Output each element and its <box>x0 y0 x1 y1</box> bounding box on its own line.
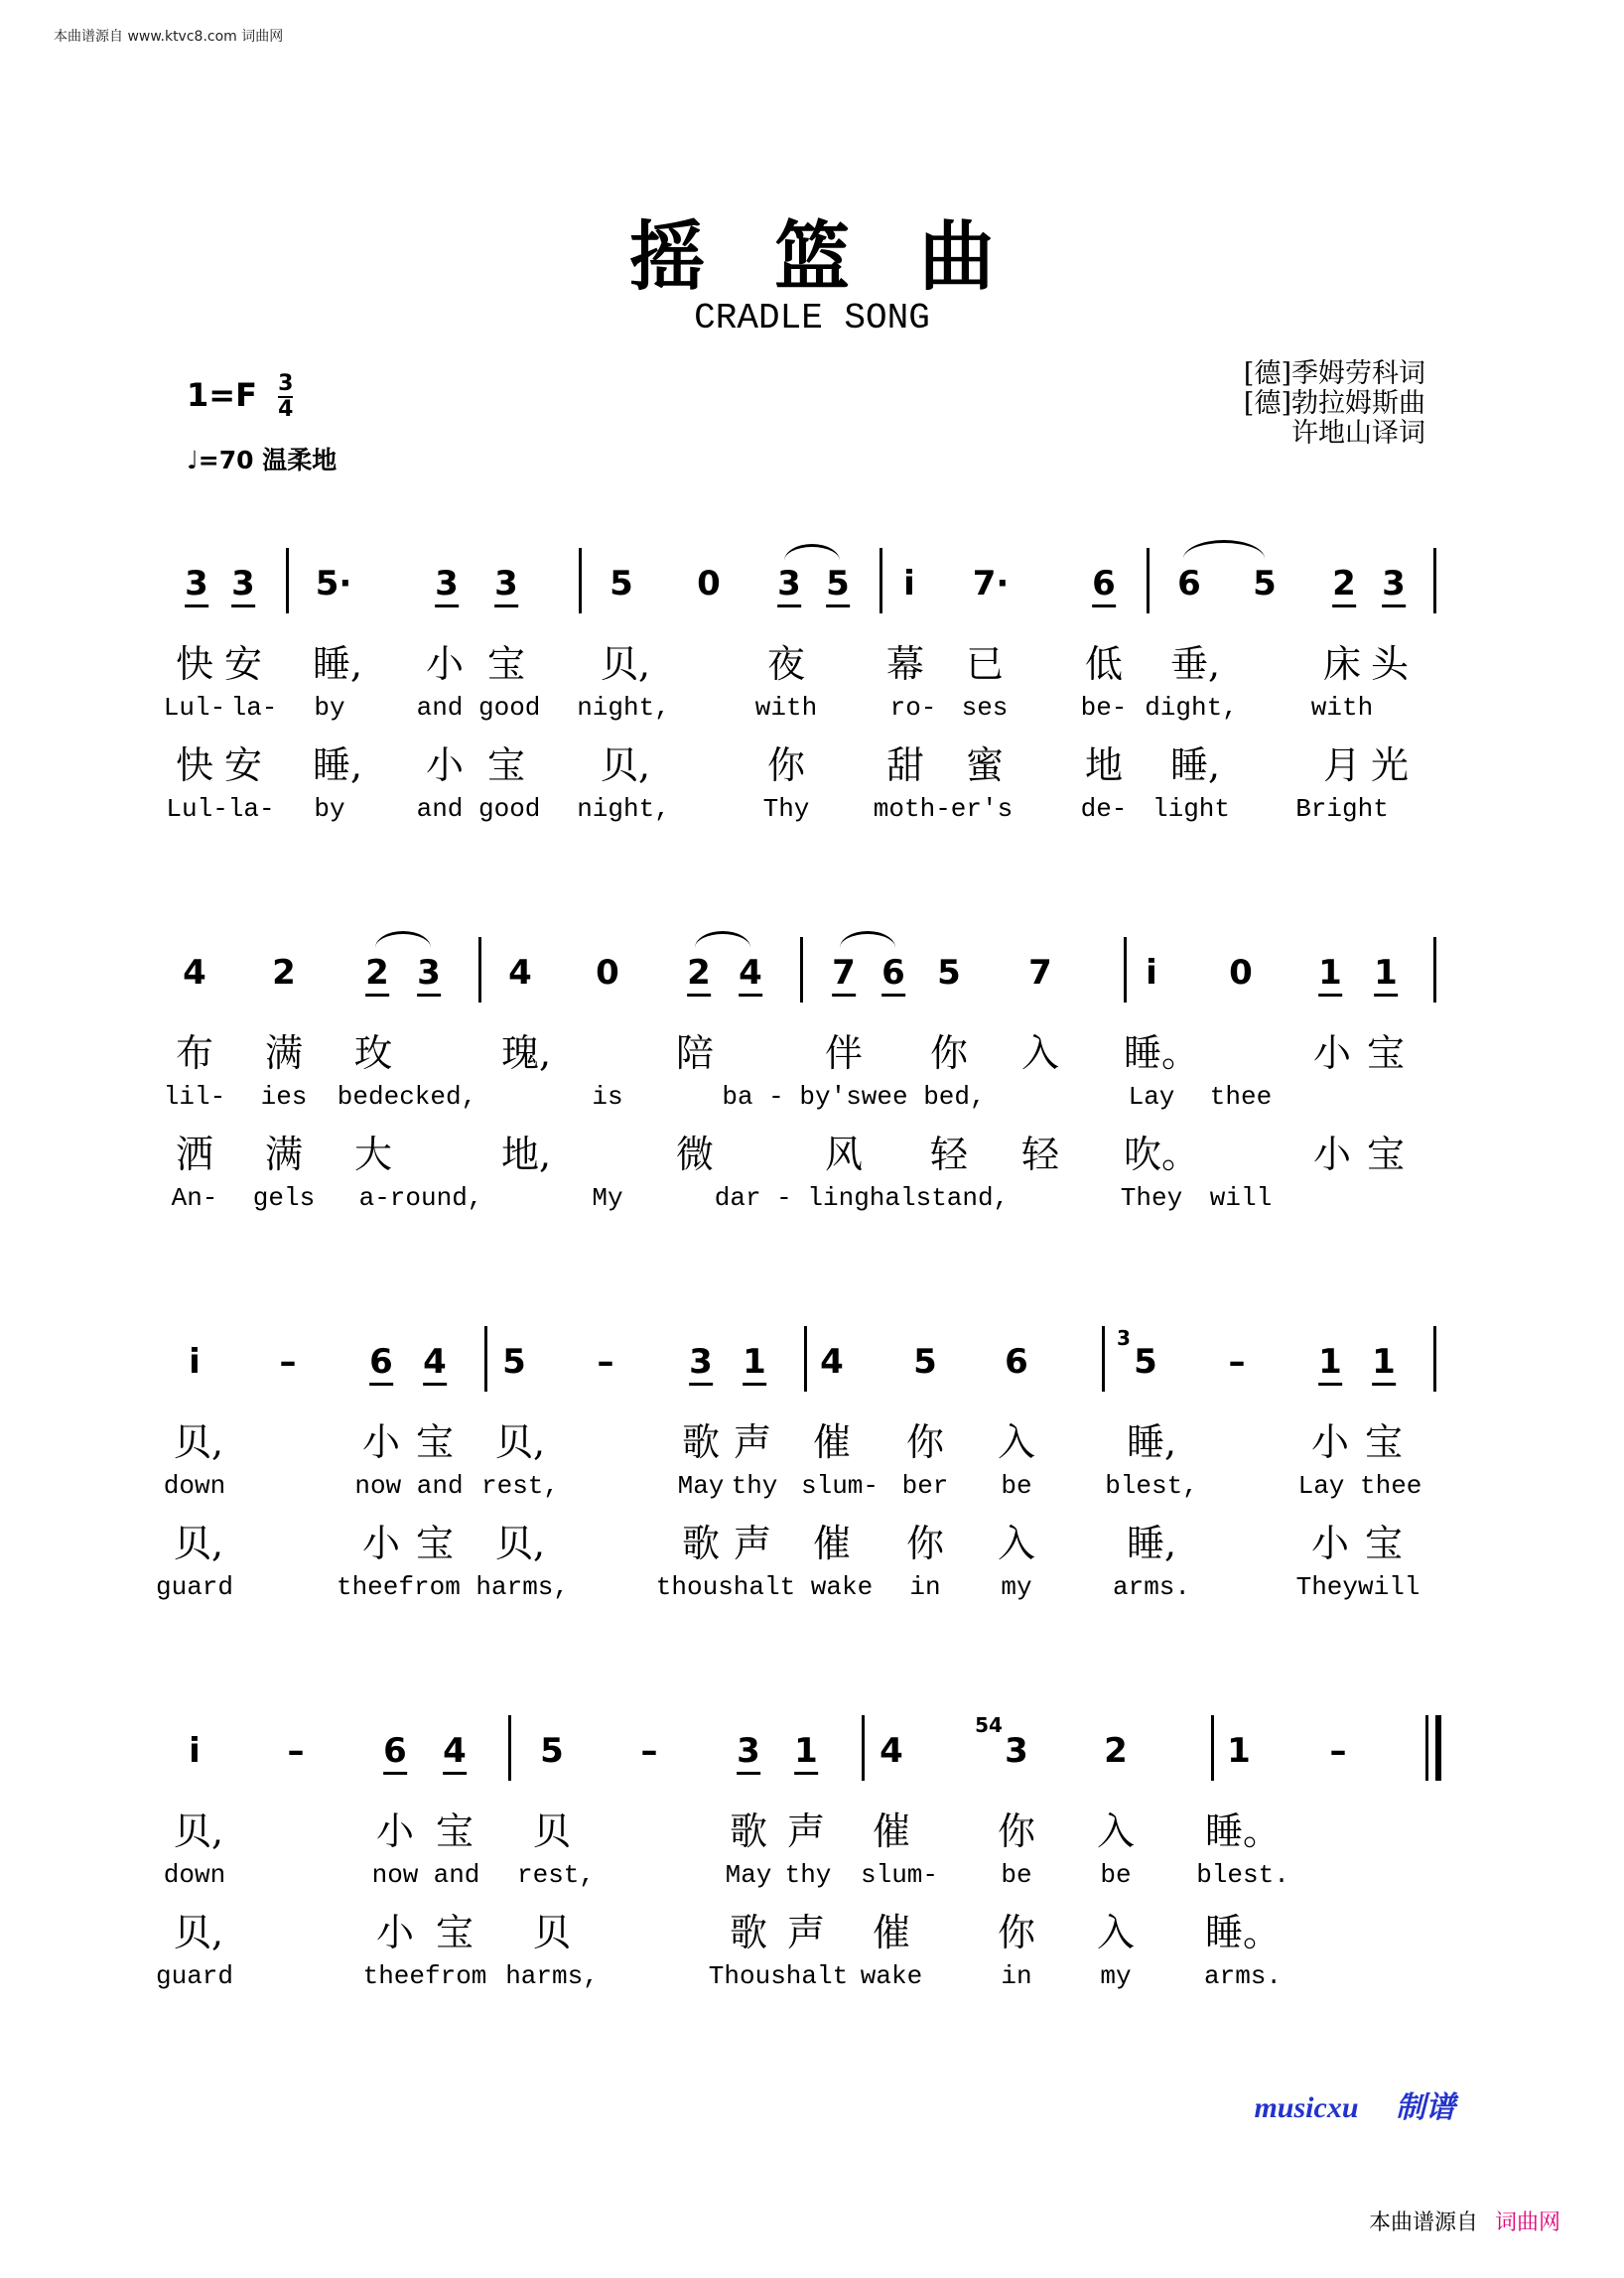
lyric-cn: 贝, <box>600 743 651 787</box>
final-bar-thin <box>1425 1715 1428 1781</box>
lyric-en: thoushalt wake <box>655 1572 874 1602</box>
lyric-en: guard <box>155 1961 234 1991</box>
lyric-cn: 贝, <box>494 1420 546 1464</box>
bar-line <box>1211 1715 1214 1781</box>
bar-line <box>484 1326 487 1392</box>
note: 5 <box>1134 1342 1157 1382</box>
lyric-cn: 歌 <box>681 1420 721 1464</box>
lyric-cn: 睡, <box>1126 1420 1177 1464</box>
dash: – <box>287 1731 305 1771</box>
lyric-en: ses <box>961 693 1009 723</box>
lyric-en: and good <box>416 693 541 723</box>
note: 4 <box>880 1731 903 1771</box>
lyric-en: dar - linghalstand, <box>714 1183 1010 1213</box>
lyric-cn: 你 <box>997 1911 1036 1954</box>
lyric-cn: 洒 <box>175 1133 214 1176</box>
key-signature <box>187 373 293 421</box>
bar-line <box>1102 1326 1105 1392</box>
lyric-en: my <box>1100 1961 1132 1991</box>
lyric-cn: 玫 <box>353 1031 393 1075</box>
lyric-cn: 声 <box>733 1522 772 1565</box>
lyric-en: dight, <box>1145 693 1238 723</box>
score-row-3 <box>0 1314 1624 1612</box>
lyric-cn: 催 <box>872 1911 911 1954</box>
lyric-cn: 你 <box>905 1420 945 1464</box>
lyric-en: rest, <box>516 1860 596 1890</box>
note: 6 <box>1092 564 1116 607</box>
lyric-cn: 睡, <box>1169 743 1221 787</box>
lyric-cn: 幕 <box>885 642 925 686</box>
bar-line <box>1433 548 1436 613</box>
score-row-1 <box>0 536 1624 834</box>
maker-name: musicxu <box>1254 2091 1359 2124</box>
note: 2 <box>1104 1731 1128 1771</box>
lyric-en: Thoushalt <box>708 1961 849 1991</box>
lyric-cn: 睡, <box>312 743 363 787</box>
slur <box>784 544 840 561</box>
note: i <box>189 1342 201 1382</box>
lyric-en: now <box>371 1860 419 1890</box>
score-maker <box>1254 2082 1455 2126</box>
credit-lyricist: [德]季姆劳科词 <box>1243 358 1425 389</box>
tempo-marking: ♩=70 温柔地 <box>187 446 338 474</box>
note: 5 <box>540 1731 564 1771</box>
bottom-source-prefix: 本曲谱源自 <box>1368 2211 1478 2235</box>
lyric-en: gels <box>252 1183 316 1213</box>
lyric-en: Lay <box>1128 1082 1175 1112</box>
note: 5 <box>609 564 633 603</box>
lyric-cn: 快 <box>175 743 214 787</box>
lyric-en: light <box>1151 794 1231 824</box>
lyric-en: my <box>1001 1572 1032 1602</box>
note: 1 <box>743 1342 766 1386</box>
note: 6 <box>369 1342 393 1386</box>
lyric-en: with <box>754 693 818 723</box>
lyric-cn: 月 <box>1322 743 1362 787</box>
note: 3 <box>777 564 801 607</box>
note: 3 <box>494 564 518 607</box>
lyric-en: arms. <box>1112 1572 1191 1602</box>
note: 1 <box>794 1731 818 1775</box>
lyric-cn: 大 <box>353 1133 393 1176</box>
lyric-cn: 蜜 <box>965 743 1005 787</box>
lyric-cn: 宝 <box>1364 1522 1404 1565</box>
lyric-cn: 小 <box>1310 1522 1350 1565</box>
lyric-cn: 入 <box>1096 1809 1136 1853</box>
lyric-en: thy <box>784 1860 832 1890</box>
lyric-en: harms, <box>505 1961 599 1991</box>
note: 0 <box>697 564 721 603</box>
bar-line <box>880 548 882 613</box>
bar-line <box>1433 1326 1436 1392</box>
lyric-en: Lul- <box>163 693 226 723</box>
lyric-cn: 伴 <box>824 1031 864 1075</box>
note: i <box>1146 953 1157 993</box>
lyric-cn: 小 <box>375 1911 415 1954</box>
lyric-en: blest. <box>1196 1860 1289 1890</box>
lyric-en: bedecked, <box>337 1082 477 1112</box>
lyric-cn: 催 <box>812 1420 852 1464</box>
time-top: 3 <box>278 371 294 396</box>
bar-line <box>579 548 582 613</box>
lyric-cn: 吹。 <box>1123 1133 1200 1176</box>
lyric-en: lil- <box>163 1082 226 1112</box>
lyric-cn: 已 <box>965 642 1005 686</box>
note: 3 <box>417 953 441 997</box>
lyric-cn: 垂, <box>1169 642 1221 686</box>
bar-line <box>800 937 803 1003</box>
lyric-en: a-round, <box>358 1183 483 1213</box>
note: 2 <box>687 953 711 997</box>
lyric-en: wake <box>860 1961 923 1991</box>
lyric-en: be <box>1001 1471 1032 1501</box>
lyric-cn: 睡, <box>312 642 363 686</box>
lyric-en: slum- <box>800 1471 880 1501</box>
lyric-cn: 歌 <box>729 1809 768 1853</box>
note: 2 <box>272 953 296 993</box>
lyric-cn: 贝, <box>494 1522 546 1565</box>
note: 7 <box>1028 953 1052 993</box>
lyric-en: May <box>725 1860 772 1890</box>
bar-line <box>286 548 289 613</box>
lyric-cn: 宝 <box>1364 1420 1404 1464</box>
lyric-cn: 宝 <box>415 1420 455 1464</box>
note: 2 <box>365 953 389 997</box>
lyric-en: is <box>592 1082 623 1112</box>
slur <box>375 931 431 948</box>
lyric-en: thy <box>731 1471 778 1501</box>
lyric-cn: 你 <box>929 1031 969 1075</box>
lyric-en: night, <box>577 794 670 824</box>
note: i <box>903 564 915 603</box>
lyric-en: in <box>909 1572 941 1602</box>
lyric-en: now and <box>354 1471 464 1501</box>
bar-line <box>862 1715 865 1781</box>
lyric-cn: 睡, <box>1126 1522 1177 1565</box>
lyric-cn: 安 <box>223 743 263 787</box>
lyric-cn: 贝, <box>600 642 651 686</box>
note: 5· <box>315 564 352 603</box>
lyric-cn: 轻 <box>929 1133 969 1176</box>
note: 0 <box>596 953 619 993</box>
note: 1 <box>1374 953 1398 997</box>
lyric-cn: 声 <box>786 1809 826 1853</box>
lyric-cn: 布 <box>175 1031 214 1075</box>
dash: – <box>1228 1342 1246 1382</box>
lyric-en: Theywill <box>1295 1572 1421 1602</box>
lyric-cn: 安 <box>223 642 263 686</box>
lyric-en: moth-er's <box>873 794 1014 824</box>
lyric-cn: 微 <box>675 1133 715 1176</box>
song-subtitle: CRADLE SONG <box>694 298 930 338</box>
note: 6 <box>1005 1342 1028 1382</box>
lyric-cn: 睡。 <box>1123 1031 1200 1075</box>
note: 7· <box>972 564 1010 603</box>
lyric-en: by <box>314 693 345 723</box>
bottom-source-site[interactable]: 词曲网 <box>1494 2211 1560 2235</box>
note: 2 <box>1332 564 1356 607</box>
lyric-en: ba - by'swee bed, <box>722 1082 986 1112</box>
bottom-source-note <box>1369 2206 1560 2236</box>
lyric-en: down <box>163 1860 226 1890</box>
note: 1 <box>1372 1342 1396 1386</box>
lyric-cn: 宝 <box>1366 1031 1406 1075</box>
lyric-cn: 宝 <box>435 1911 474 1954</box>
lyric-cn: 宝 <box>415 1522 455 1565</box>
lyric-cn: 低 <box>1084 642 1124 686</box>
dash: – <box>597 1342 614 1382</box>
note: 3 <box>185 564 208 607</box>
slur <box>1183 540 1265 559</box>
maker-label: 制谱 <box>1396 2091 1455 2124</box>
lyric-en: My <box>592 1183 623 1213</box>
lyric-cn: 贝, <box>173 1522 224 1565</box>
lyric-cn: 贝 <box>532 1911 572 1954</box>
note: 3 <box>231 564 255 607</box>
lyric-en: with <box>1310 693 1374 723</box>
note: 3 <box>737 1731 760 1775</box>
lyric-cn: 贝, <box>173 1420 224 1464</box>
note: 1 <box>1227 1731 1251 1771</box>
lyric-cn: 甜 <box>885 743 925 787</box>
note: 1 <box>1318 1342 1342 1386</box>
lyric-en: ber <box>901 1471 949 1501</box>
lyric-en: blest, <box>1105 1471 1198 1501</box>
lyric-cn: 小 <box>375 1809 415 1853</box>
grace-note: 3 <box>1117 1326 1131 1350</box>
lyric-cn: 入 <box>1020 1031 1060 1075</box>
lyric-cn: 夜 <box>766 642 806 686</box>
lyric-en: guard <box>155 1572 234 1602</box>
slur <box>840 931 895 948</box>
lyric-en: la- <box>230 693 278 723</box>
key-text: 1=F <box>187 376 257 414</box>
lyric-en: down <box>163 1471 226 1501</box>
lyric-cn: 你 <box>905 1522 945 1565</box>
bar-line <box>478 937 481 1003</box>
credits <box>1244 359 1425 449</box>
lyric-en: Lul-la- <box>166 794 275 824</box>
lyric-en: theefrom harms, <box>336 1572 570 1602</box>
time-signature <box>278 373 293 421</box>
lyric-en: ies <box>260 1082 308 1112</box>
score-row-4 <box>0 1703 1624 2001</box>
note: 3 <box>435 564 459 607</box>
note: 5 <box>502 1342 526 1382</box>
lyric-cn: 你 <box>997 1809 1036 1853</box>
lyric-en: theefrom <box>362 1961 487 1991</box>
note: 5 <box>913 1342 937 1382</box>
lyric-en: thee <box>1209 1082 1273 1112</box>
lyric-cn: 声 <box>786 1911 826 1954</box>
note: 7 <box>832 953 856 997</box>
lyric-cn: 小 <box>1312 1031 1352 1075</box>
note: 5 <box>826 564 850 607</box>
bar-line <box>804 1326 807 1392</box>
lyric-cn: 入 <box>997 1420 1036 1464</box>
lyric-en: be <box>1100 1860 1132 1890</box>
lyric-cn: 小 <box>361 1522 401 1565</box>
note: 3 <box>689 1342 713 1386</box>
lyric-en: May <box>677 1471 725 1501</box>
lyric-en: Thy <box>762 794 810 824</box>
lyric-en: Lay thee <box>1297 1471 1422 1501</box>
lyric-cn: 催 <box>872 1809 911 1853</box>
lyric-cn: 贝, <box>173 1911 224 1954</box>
lyric-en: be- <box>1080 693 1128 723</box>
lyric-cn: 催 <box>812 1522 852 1565</box>
lyric-cn: 床 <box>1322 642 1362 686</box>
note: 6 <box>881 953 905 997</box>
lyric-en: rest, <box>480 1471 560 1501</box>
lyric-cn: 陪 <box>675 1031 715 1075</box>
lyric-cn: 声 <box>733 1420 772 1464</box>
lyric-en: and <box>433 1860 480 1890</box>
lyric-cn: 歌 <box>681 1522 721 1565</box>
final-bar-thick <box>1435 1715 1441 1781</box>
lyric-cn: 快 <box>175 642 214 686</box>
lyric-en: slum- <box>860 1860 939 1890</box>
note: 3 <box>1005 1731 1028 1771</box>
note: 6 <box>383 1731 407 1775</box>
lyric-cn: 小 <box>1310 1420 1350 1464</box>
bar-line <box>508 1715 511 1781</box>
lyric-cn: 轻 <box>1020 1133 1060 1176</box>
note: 4 <box>443 1731 467 1775</box>
note: 4 <box>423 1342 447 1386</box>
dash: – <box>640 1731 658 1771</box>
grace-note: 54 <box>975 1713 1003 1737</box>
lyric-en: will <box>1209 1183 1273 1213</box>
lyric-cn: 宝 <box>486 642 526 686</box>
note: 1 <box>1318 953 1342 997</box>
lyric-cn: 风 <box>824 1133 864 1176</box>
note: 5 <box>1253 564 1277 603</box>
lyric-cn: 地, <box>500 1133 552 1176</box>
score-row-2 <box>0 925 1624 1223</box>
note: 0 <box>1229 953 1253 993</box>
slur <box>695 931 750 948</box>
lyric-en: by <box>314 794 345 824</box>
note: 4 <box>739 953 762 997</box>
note: 5 <box>937 953 961 993</box>
lyric-cn: 小 <box>425 743 465 787</box>
note: 3 <box>1382 564 1406 607</box>
lyric-cn: 歌 <box>729 1911 768 1954</box>
lyric-cn: 入 <box>997 1522 1036 1565</box>
note: 4 <box>508 953 532 993</box>
lyric-cn: 你 <box>766 743 806 787</box>
lyric-cn: 睡。 <box>1204 1809 1282 1853</box>
lyric-en: Bright <box>1295 794 1389 824</box>
lyric-en: and good <box>416 794 541 824</box>
lyric-cn: 宝 <box>1366 1133 1406 1176</box>
lyric-en: An- <box>171 1183 218 1213</box>
lyric-cn: 满 <box>264 1133 304 1176</box>
lyric-en: be <box>1001 1860 1032 1890</box>
bar-line <box>1124 937 1127 1003</box>
note: 4 <box>183 953 206 993</box>
lyric-cn: 头 <box>1370 642 1410 686</box>
lyric-cn: 小 <box>1312 1133 1352 1176</box>
note: 6 <box>1177 564 1201 603</box>
lyric-en: ro- <box>889 693 937 723</box>
lyric-en: night, <box>577 693 670 723</box>
note: 4 <box>820 1342 844 1382</box>
top-source-note: 本曲谱源自 www.ktvc8.com 词曲网 <box>54 29 284 45</box>
lyric-cn: 贝 <box>532 1809 572 1853</box>
dash: – <box>279 1342 297 1382</box>
note: i <box>189 1731 201 1771</box>
lyric-en: They <box>1120 1183 1183 1213</box>
lyric-cn: 小 <box>425 642 465 686</box>
lyric-cn: 睡。 <box>1204 1911 1282 1954</box>
lyric-en: in <box>1001 1961 1032 1991</box>
time-bottom: 4 <box>278 397 294 422</box>
lyric-cn: 瑰, <box>500 1031 552 1075</box>
dash: – <box>1329 1731 1347 1771</box>
lyric-cn: 宝 <box>486 743 526 787</box>
lyric-cn: 小 <box>361 1420 401 1464</box>
lyric-cn: 宝 <box>435 1809 474 1853</box>
song-title: 摇篮曲 <box>629 212 1064 301</box>
lyric-en: de- <box>1080 794 1128 824</box>
credit-translator: 许地山译词 <box>1291 418 1425 449</box>
lyric-cn: 贝, <box>173 1809 224 1853</box>
bar-line <box>1433 937 1436 1003</box>
lyric-cn: 满 <box>264 1031 304 1075</box>
bar-line <box>1147 548 1150 613</box>
lyric-cn: 光 <box>1370 743 1410 787</box>
lyric-cn: 入 <box>1096 1911 1136 1954</box>
credit-composer: [德]勃拉姆斯曲 <box>1243 388 1425 419</box>
lyric-en: arms. <box>1203 1961 1283 1991</box>
lyric-cn: 地 <box>1084 743 1124 787</box>
